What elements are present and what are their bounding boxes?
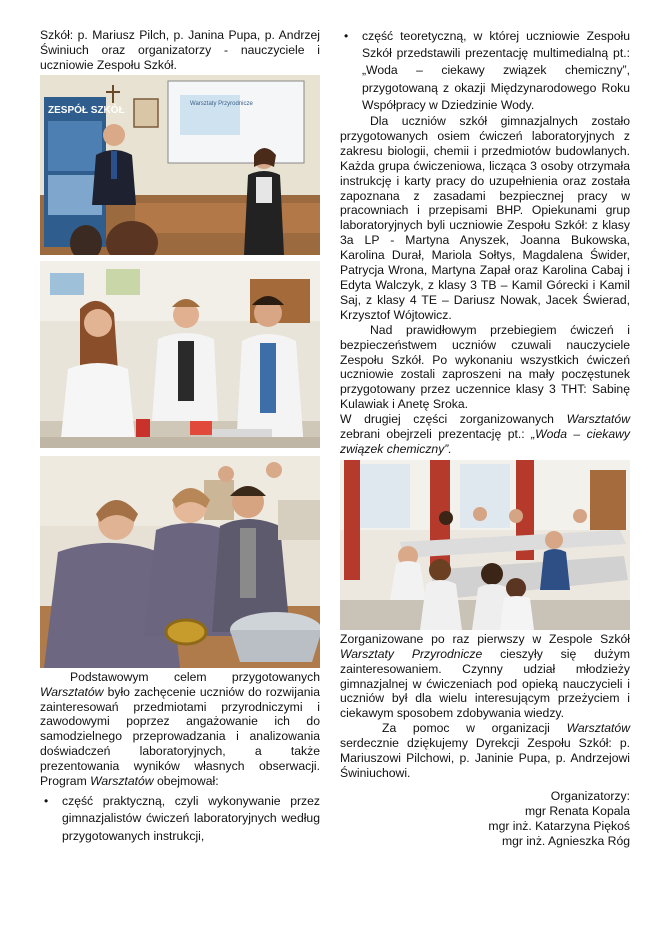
paragraph-presentation xyxy=(340,412,630,457)
paragraph-thanks-b: Warsztatów xyxy=(566,721,630,736)
paragraph-summary xyxy=(340,632,630,721)
photo-students-experiment xyxy=(40,456,320,668)
banner-text: ZESPÓŁ SZKÓŁ xyxy=(48,104,125,116)
photo-students-lab xyxy=(40,261,320,448)
paragraph-thanks xyxy=(340,721,630,781)
paragraph-goals-e: obejmował: xyxy=(153,774,219,789)
photo-presentation-image xyxy=(40,75,320,255)
paragraph-goals-b: Warsztatów xyxy=(40,684,104,699)
signature-name-3: mgr inż. Agnieszka Róg xyxy=(501,833,630,848)
signature-name-1: mgr Renata Kopala xyxy=(524,803,630,818)
screen-text: Warsztaty Przyrodnicze xyxy=(190,100,253,107)
paragraph-supervision: Nad prawidłowym przebiegiem ćwiczeń i bezpieczeństwem uczniów czuwali nauczyciele Zespołu Szkół. Po wykonaniu wszystkich ćwiczeń uczniowie zostali zaproszeni na mały poczęstunek przygotowany przez uczennice klasy 3 THT: Sabinę Kulawiak i Anetę Sroka. xyxy=(340,322,630,412)
paragraph-exercises: Dla uczniów szkół gimnazjalnych zostało przygotowanych osiem ćwiczeń laboratoryjnych z zakresu biologii, chemii i przedmiotów budowlanych. Każda grupa ćwiczeniowa, licząca 3 osoby otrzymała instrukcję i karty pracy do uzupełnienia oraz została zapoznana z zasadami bezpiecznej pracy w pracowniach i przepisami BHP. Opiekunami grup laboratoryjnych byli uczniowie Zespołu Szkół: z klasy 3a LP - Martyna Anyszek, Joanna Bukowska, Karolina Durał, Mariola Sołtys, Magdalena Świder, Patrycja Wrona, Martyna Zapał oraz Karolina Cabaj i Edyta Walczyk, z klasy 3 TB – Kamil Górecki i Kamil Saj, z klasy 4 TE – Dariusz Nowak, Jacek Świerad, Krzysztof Wójtowicz. xyxy=(340,114,630,322)
program-list-left xyxy=(40,793,320,846)
photo-classroom xyxy=(340,460,630,630)
signature-name-2: mgr inż. Katarzyna Piękoś xyxy=(488,818,630,833)
paragraph-goals-a: Podstawowym celem przygotowanych xyxy=(70,669,320,684)
paragraph-summary-c: cieszyły się dużym zainteresowaniem. Czynny udział młodzieży gimnazjalnej w ćwiczeniach pod opieką nauczycieli i uczniów był dla wielu interesującym przeżyciem i ciekawym sposobem zdobywania wiedzy. xyxy=(340,646,631,721)
photo-presentation xyxy=(40,75,320,255)
paragraph-presentation-b: Warsztatów xyxy=(566,412,630,427)
left-column xyxy=(40,28,320,845)
intro-text: Szkół: p. Mariusz Pilch, p. Janina Pupa, p. Andrzej Świniuch oraz organizatorzy - nauczyciele i uczniowie Zespołu Szkół. xyxy=(40,28,320,72)
paragraph-summary-a: Zorganizowane po raz pierwszy w Zespole Szkół xyxy=(340,631,630,646)
signature-title: Organizatorzy: xyxy=(550,788,630,803)
program-item-practical: • część praktyczną, czyli wykonywanie przez gimnazjalistów ćwiczeń laboratoryjnych według przygotowanych instrukcji, xyxy=(40,793,320,846)
photo-students-lab-image xyxy=(40,261,320,448)
paragraph-presentation-d: „Woda – ciekawy związek chemiczny”. xyxy=(340,427,631,456)
program-list-right xyxy=(340,28,630,114)
paragraph-goals-d: Warsztatów xyxy=(90,774,154,789)
paragraph-presentation-c: zebrani obejrzeli prezentację pt.: xyxy=(340,427,532,442)
paragraph-thanks-a: Za pomoc w organizacji xyxy=(382,721,567,736)
signature-block xyxy=(340,789,630,849)
photo-students-experiment-image xyxy=(40,456,320,668)
paragraph-thanks-c: serdecznie dziękujemy Dyrekcji Zespołu Szkół: p. Mariuszowi Pilchowi, p. Janinie Pupa, p. Andrzejowi Świniuchowi. xyxy=(340,736,630,781)
paragraph-presentation-a: W drugiej części zorganizowanych xyxy=(340,412,567,427)
right-column xyxy=(340,28,630,849)
program-item-theoretical: • część teoretyczną, w której uczniowie Zespołu Szkół przedstawili prezentację multimedialną pt.: „Woda – ciekawy związek chemiczny”, przygotowaną z okazji Międzynarodowego Roku Współpracy w Dziedzinie Wody. xyxy=(340,28,630,114)
paragraph-goals-c: było zachęcenie uczniów do rozwijania zainteresowań przedmiotami przyrodniczymi i zawodowymi poprzez angażowanie ich do samodzielnego przeprowadzania i analizowania doświadczeń laboratoryjnych, a także prezentowania wyników własnych obserwacji. Program xyxy=(40,684,320,789)
paragraph-goals xyxy=(40,670,320,789)
paragraph-summary-b: Warsztaty Przyrodnicze xyxy=(340,646,483,661)
photo-classroom-image xyxy=(340,460,630,630)
